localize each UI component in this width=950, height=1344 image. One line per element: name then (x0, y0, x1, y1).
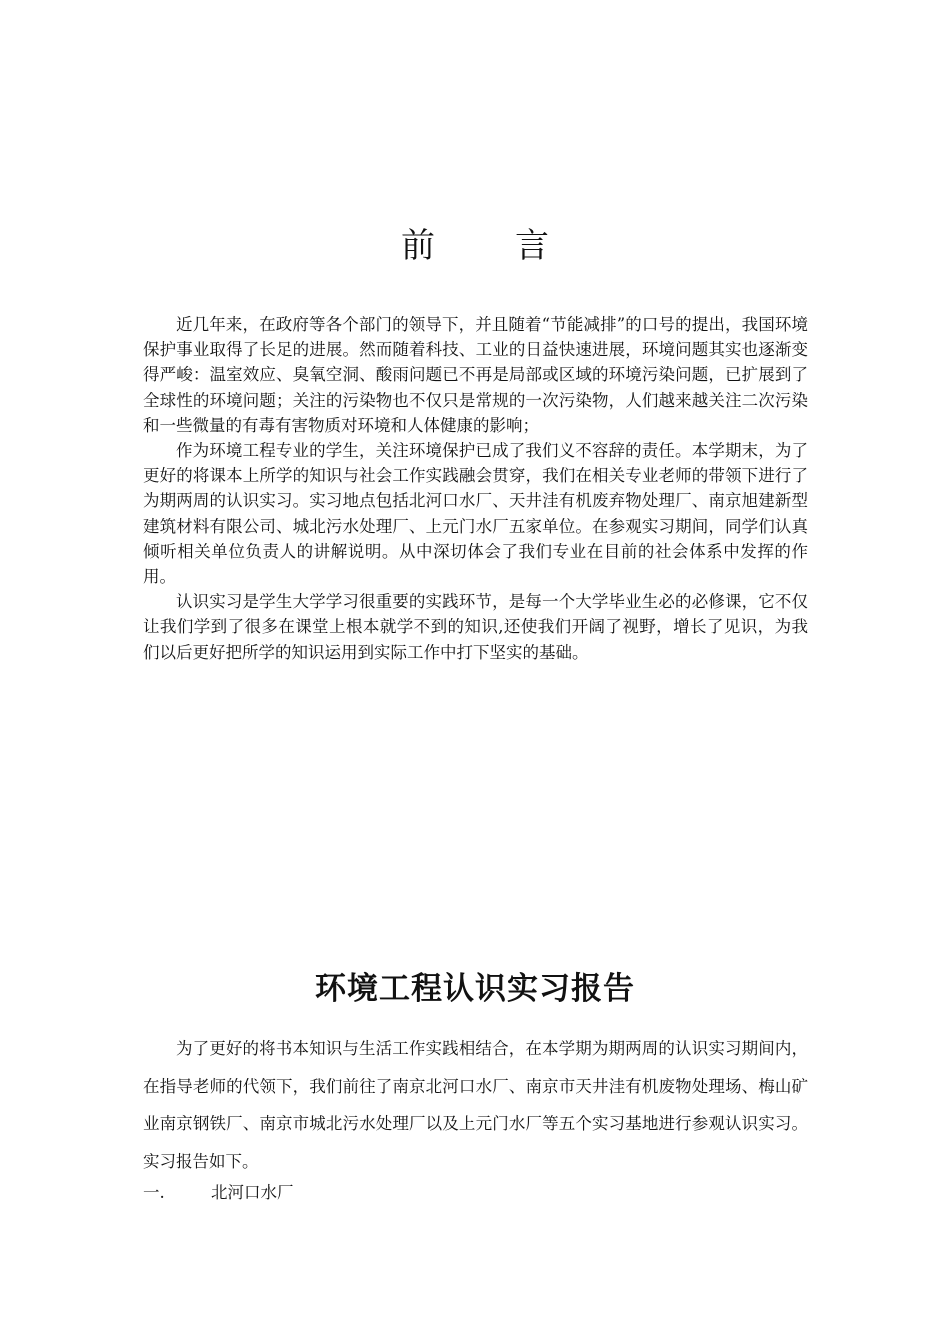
preface-paragraph-2: 作为环境工程专业的学生，关注环境保护已成了我们义不容辞的责任。本学期末，为了更好的将课本上所学的知识与社会工作实践融会贯穿，我们在相关专业老师的带领下进行了为期两周的认识实习。实习地点包括北河口水厂、天井洼有机废弃物处理厂、南京旭建新型建筑材料有限公司、城北污水处理厂、上元门水厂五家单位。在参观实习期间，同学们认真倾听相关单位负责人的讲解说明。从中深切体会了我们专业在目前的社会体系中发挥的作用。 (143, 441, 808, 587)
preface-paragraph-1: 近几年来，在政府等各个部门的领导下，并且随着“节能减排”的口号的提出，我国环境保护事业取得了长足的进展。然而随着科技、工业的日益快速进展，环境问题其实也逐渐变得严峻：温室效应、臭氧空洞、酸雨问题已不再是局部或区域的环境污染问题，已扩展到了全球性的环境问题；关注的污染物也不仅只是常规的一次污染物，人们越来越关注二次污染和一些微量的有毒有害物质对环境和人体健康的影响； (143, 315, 808, 435)
section-number: 一. (143, 1183, 165, 1202)
preface-title: 前言 (401, 226, 629, 266)
report-title: 环境工程认识实习报告 (315, 971, 635, 1007)
section-title: 北河口水厂 (211, 1183, 294, 1202)
report-intro-paragraph: 为了更好的将书本知识与生活工作实践相结合，在本学期为期两周的认识实习期间内，在指导老师的代领下，我们前往了南京北河口水厂、南京市天井洼有机废物处理场、梅山矿业南京钢铁厂、南京市城北污水处理厂以及上元门水厂等五个实习基地进行参观认识实习。实习报告如下。 (143, 1039, 808, 1171)
preface-paragraph-3: 认识实习是学生大学学习很重要的实践环节，是每一个大学毕业生必的必修课，它不仅让我们学到了很多在课堂上根本就学不到的知识,还使我们开阔了视野，增长了见识，为我们以后更好把所学的知识运用到实际工作中打下坚实的基础。 (143, 592, 808, 662)
report-body (143, 1030, 808, 1180)
section-heading (143, 1180, 294, 1206)
preface-body (143, 312, 808, 665)
